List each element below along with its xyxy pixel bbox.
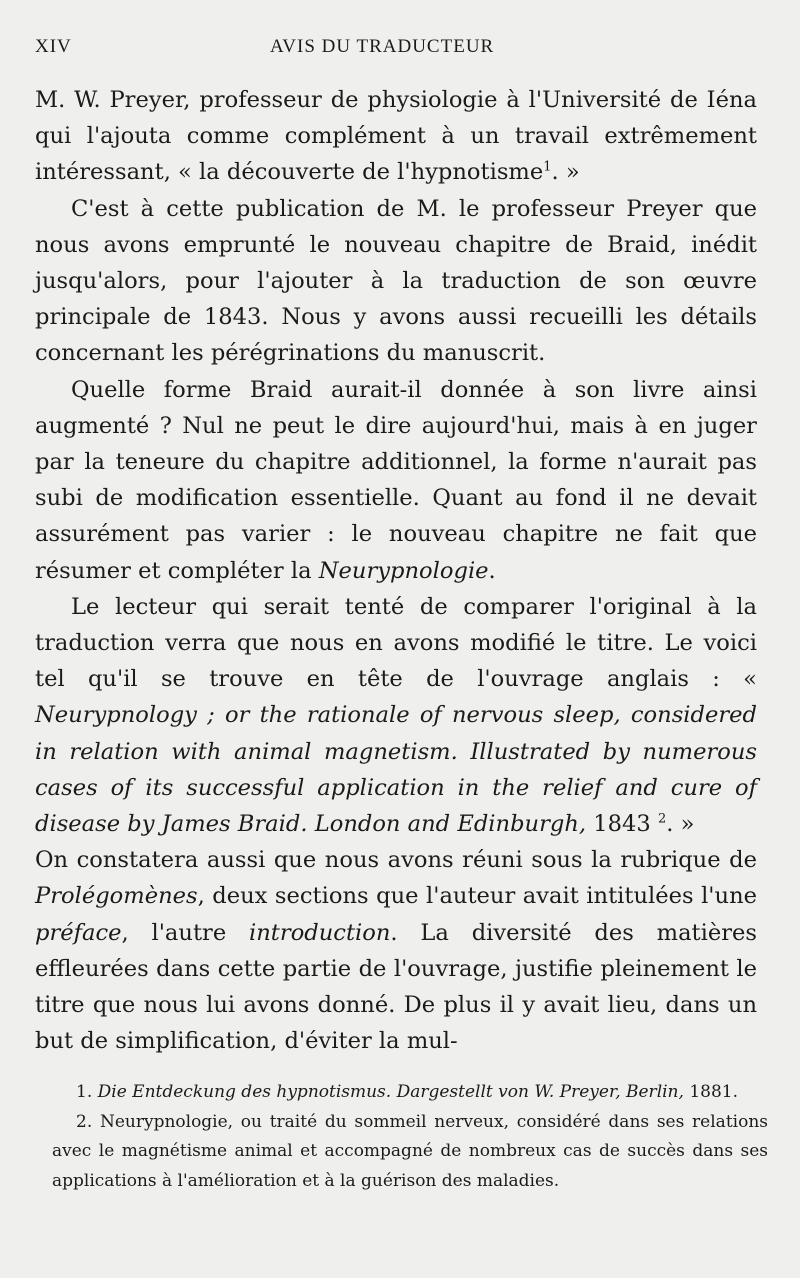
paragraph-5-text-c: , l'autre: [121, 919, 250, 946]
footnote-1-number: 1.: [76, 1082, 93, 1102]
running-head: [35, 36, 765, 62]
footnote-ref-1: 1: [543, 159, 552, 175]
footnotes: [52, 1078, 768, 1196]
paragraph-3-tail: .: [488, 557, 496, 584]
paragraph-5-text-b: , deux sections que l'auteur avait intitulées l'une: [197, 883, 757, 910]
english-title: Neurypnology ; or the rationale of nervous sleep, considered in relation with animal magnetism. Illustrated by numerous cases of its successful application in the relief and cure of disease by James Braid. London and Edinburgh,: [35, 702, 757, 838]
footnote-1: [52, 1078, 768, 1108]
main-text: [35, 82, 757, 1059]
footnote-1-year: 1881.: [683, 1082, 738, 1102]
term-preface: préface: [35, 919, 122, 946]
paragraph-4: [35, 589, 757, 842]
term-introduction: introduction: [249, 919, 391, 946]
term-prolegomenes: Prolégomènes: [35, 883, 198, 910]
paragraph-2: C'est à cette publication de M. le professeur Preyer que nous avons emprunté le nouveau chapitre de Braid, inédit jusqu'alors, pour l'ajouter à la traduction de son œuvre principale de 1843. Nous y avons aussi recueilli les détails concernant les pérégrinations du manuscrit.: [35, 195, 757, 367]
paragraph-3-text: Quelle forme Braid aurait-il donnée à son livre ainsi augmenté ? Nul ne peut le dire aujourd'hui, mais à en juger par la teneure du chapitre additionnel, la forme n'aurait pas subi de modification essentielle. Quant au fond il ne devait assurément pas varier : le nouveau chapitre ne fait que résumer et compléter la: [35, 376, 757, 584]
paragraph-5: [35, 842, 757, 1059]
english-title-year: 1843: [586, 811, 658, 838]
book-title-neurypnologie: Neurypnologie: [318, 557, 489, 584]
paragraph-1-text: M. W. Preyer, professeur de physiologie à l'Université de Iéna qui l'ajouta comme complément à un travail extrêmement intéressant, « la découverte de l'hypnotisme: [35, 87, 757, 186]
paragraph-5-text-a: On constatera aussi que nous avons réuni sous la rubrique de: [35, 847, 757, 874]
page-number: XIV: [35, 36, 72, 57]
paragraph-4-tail: . »: [666, 811, 695, 838]
paragraph-1: [35, 82, 757, 191]
paragraph-4-text: Le lecteur qui serait tenté de comparer l'original à la traduction verra que nous en avons modifié le titre. Le voici tel qu'il se trouve en tête de l'ouvrage anglais : «: [35, 593, 757, 693]
footnote-2-number: 2.: [76, 1111, 93, 1132]
footnote-2-text: Neurypnologie, ou traité du sommeil nerveux, considéré dans ses relations avec le magnétisme animal et accompagné de nombreux cas de succès dans ses applications à l'amélioration et à la guérison des maladies.: [52, 1111, 768, 1191]
running-title: AVIS DU TRADUCTEUR: [270, 36, 495, 57]
paragraph-3: [35, 372, 757, 589]
footnote-2: [52, 1108, 768, 1197]
paragraph-5-text-d: . La diversité des matières effleurées dans cette partie de l'ouvrage, justifie pleinement le titre que nous lui avons donné. De plus il y avait lieu, dans un but de simplification, d'éviter la mul-: [35, 919, 757, 1055]
footnote-1-text: Die Entdeckung des hypnotismus. Dargestellt von W. Preyer, Berlin,: [92, 1082, 684, 1102]
paragraph-1-tail: . »: [551, 159, 580, 186]
footnote-ref-2: 2: [657, 811, 667, 827]
